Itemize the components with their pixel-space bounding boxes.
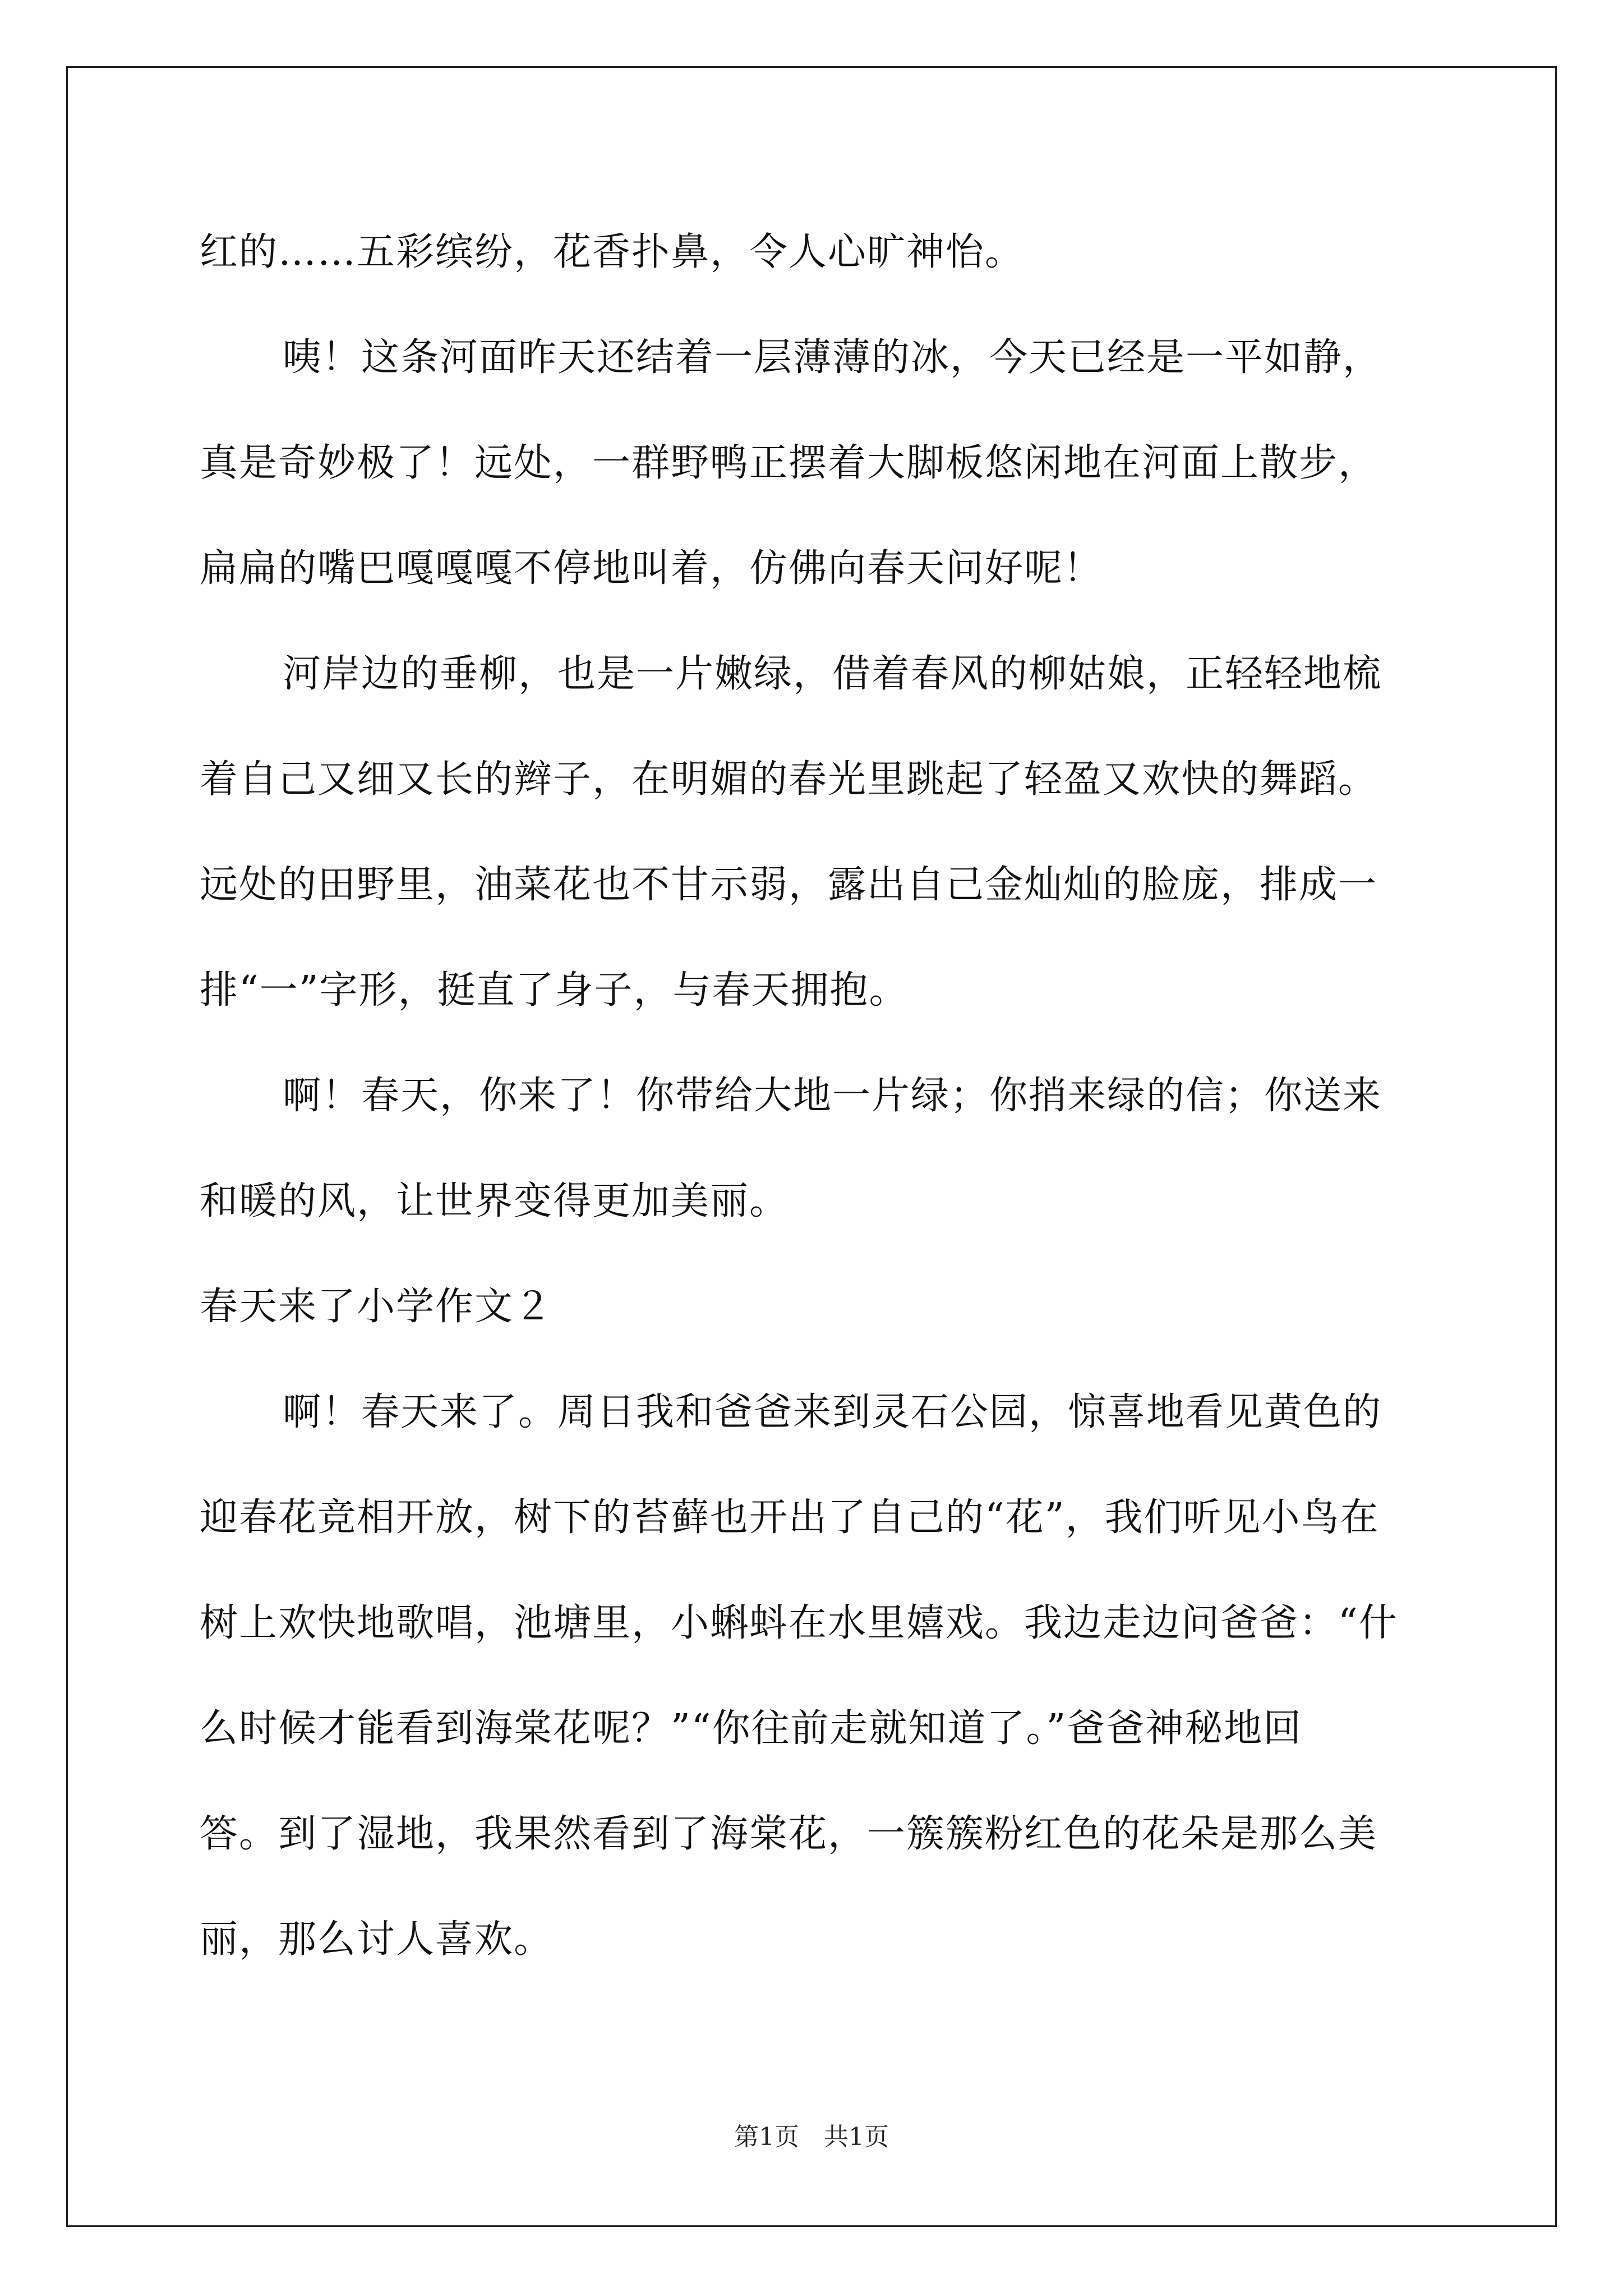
text-line: 树上欢快地歌唱，池塘里，小蝌蚪在水里嬉戏。我边走边问爸爸：“什: [200, 1601, 1398, 1645]
text-line: 河岸边的垂柳，也是一片嫩绿，借着春风的柳姑娘，正轻轻地梳: [283, 652, 1382, 696]
text-line: 答。到了湿地，我果然看到了海棠花，一簇簇粉红色的花朵是那么美: [200, 1812, 1378, 1856]
section-heading: 春天来了小学作文２: [200, 1285, 554, 1329]
text-line: 丽，那么讨人喜欢。: [200, 1917, 554, 1962]
text-line: 排“一”字形，挺直了身子，与春天拥抱。: [200, 968, 909, 1013]
text-line: 着自己又细又长的辫子，在明媚的春光里跳起了轻盈又欢快的舞蹈。: [200, 757, 1378, 802]
text-line: 啊！春天来了。周日我和爸爸来到灵石公园，惊喜地看见黄色的: [283, 1390, 1382, 1434]
text-line: 啊！春天，你来了！你带给大地一片绿；你捎来绿的信；你送来: [283, 1074, 1382, 1118]
page-number-footer: 第1页 共1页: [734, 2123, 889, 2151]
text-line: 咦！这条河面昨天还结着一层薄薄的冰，今天已经是一平如静，: [283, 335, 1382, 380]
text-line: 扁扁的嘴巴嘎嘎嘎不停地叫着，仿佛向春天问好呢！: [200, 546, 1103, 591]
text-line: 么时候才能看到海棠花呢？”“你往前走就知道了。”爸爸神秘地回: [200, 1706, 1303, 1751]
text-line: 真是奇妙极了！远处，一群野鸭正摆着大脚板悠闲地在河面上散步，: [200, 441, 1378, 485]
text-line: 迎春花竞相开放，树下的苔藓也开出了自己的“花”，我们听见小鸟在: [200, 1496, 1380, 1540]
page-border: [66, 66, 1557, 2227]
text-line: 远处的田野里，油菜花也不甘示弱，露出自己金灿灿的脸庞，排成一: [200, 863, 1378, 907]
text-line: 红的……五彩缤纷，花香扑鼻，令人心旷神怡。: [200, 230, 1025, 274]
text-line: 和暖的风，让世界变得更加美丽。: [200, 1179, 789, 1223]
